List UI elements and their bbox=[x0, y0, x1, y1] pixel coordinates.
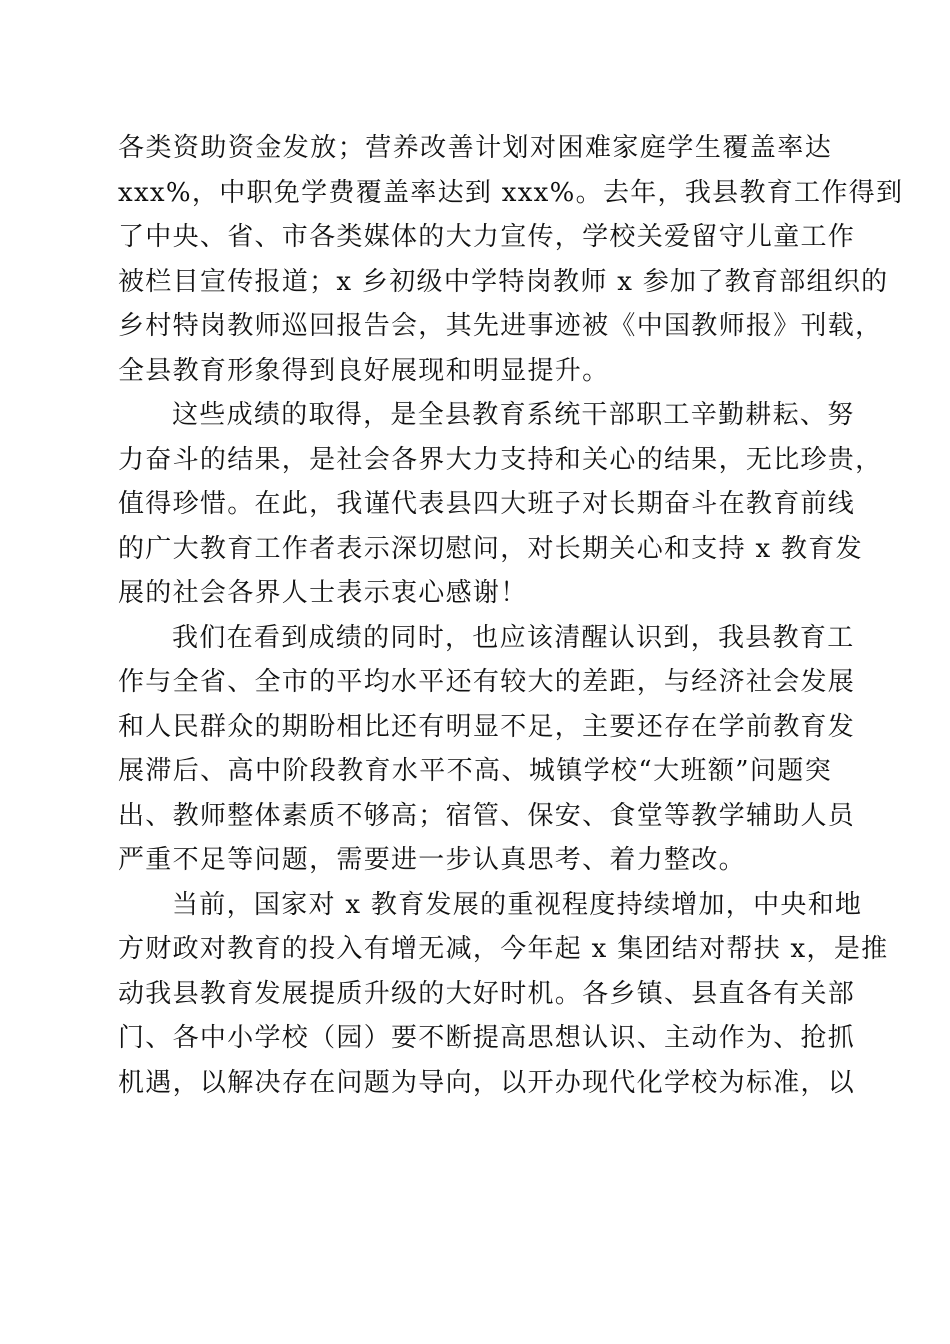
paragraph-2 bbox=[118, 393, 883, 616]
text-line: 的广大教育工作者表示深切慰问，对长期关心和支持 x 教育发 bbox=[118, 533, 863, 564]
text-line: 动我县教育发展提质升级的大好时机。各乡镇、县直各有关部 bbox=[118, 978, 856, 1009]
text-line: 被栏目宣传报道；x 乡初级中学特岗教师 x 参加了教育部组织的 bbox=[118, 266, 889, 297]
text-line: 严重不足等问题，需要进一步认真思考、着力整改。 bbox=[118, 845, 746, 875]
text-line: 机遇，以解决存在问题为导向，以开办现代化学校为标准，以 bbox=[118, 1067, 856, 1098]
text-line: 作与全省、全市的平均水平还有较大的差距，与经济社会发展 bbox=[118, 667, 856, 697]
text-line: 力奋斗的结果，是社会各界大力支持和关心的结果，无比珍贵， bbox=[118, 444, 883, 475]
text-line: 展滞后、高中阶段教育水平不高、城镇学校“大班额”问题突 bbox=[118, 756, 832, 786]
paragraph-4 bbox=[118, 883, 889, 1106]
text-line: xxx%，中职免学费覆盖率达到 xxx%。去年，我县教育工作得到 bbox=[118, 177, 904, 208]
text-line: 值得珍惜。在此，我谨代表县四大班子对长期奋斗在教育前线 bbox=[118, 489, 856, 519]
text-line: 出、教师整体素质不够高；宿管、保安、食堂等教学辅助人员 bbox=[118, 800, 856, 831]
text-line: 门、各中小学校（园）要不断提高思想认识、主动作为、抢抓 bbox=[118, 1023, 856, 1053]
text-line: 各类资助资金发放；营养改善计划对困难家庭学生覆盖率达 bbox=[118, 133, 832, 163]
paragraph-3 bbox=[118, 616, 856, 883]
text-line: 和人民群众的期盼相比还有明显不足，主要还存在学前教育发 bbox=[118, 711, 856, 742]
text-line: 了中央、省、市各类媒体的大力宣传，学校关爱留守儿童工作 bbox=[118, 222, 856, 252]
text-line: 这些成绩的取得，是全县教育系统干部职工辛勤耕耘、努 bbox=[172, 400, 855, 430]
paragraph-1 bbox=[118, 126, 904, 393]
text-line: 乡村特岗教师巡回报告会，其先进事迹被《中国教师报》刊载， bbox=[118, 311, 883, 341]
text-line: 方财政对教育的投入有增无减，今年起 x 集团结对帮扶 x，是推 bbox=[118, 934, 889, 964]
text-line: 当前，国家对 x 教育发展的重视程度持续增加，中央和地 bbox=[172, 889, 863, 920]
document-body bbox=[118, 126, 904, 1105]
text-line: 全县教育形象得到良好展现和明显提升。 bbox=[118, 355, 610, 386]
text-line: 展的社会各界人士表示衷心感谢！ bbox=[118, 578, 528, 608]
text-line: 我们在看到成绩的同时，也应该清醒认识到，我县教育工 bbox=[172, 622, 855, 653]
